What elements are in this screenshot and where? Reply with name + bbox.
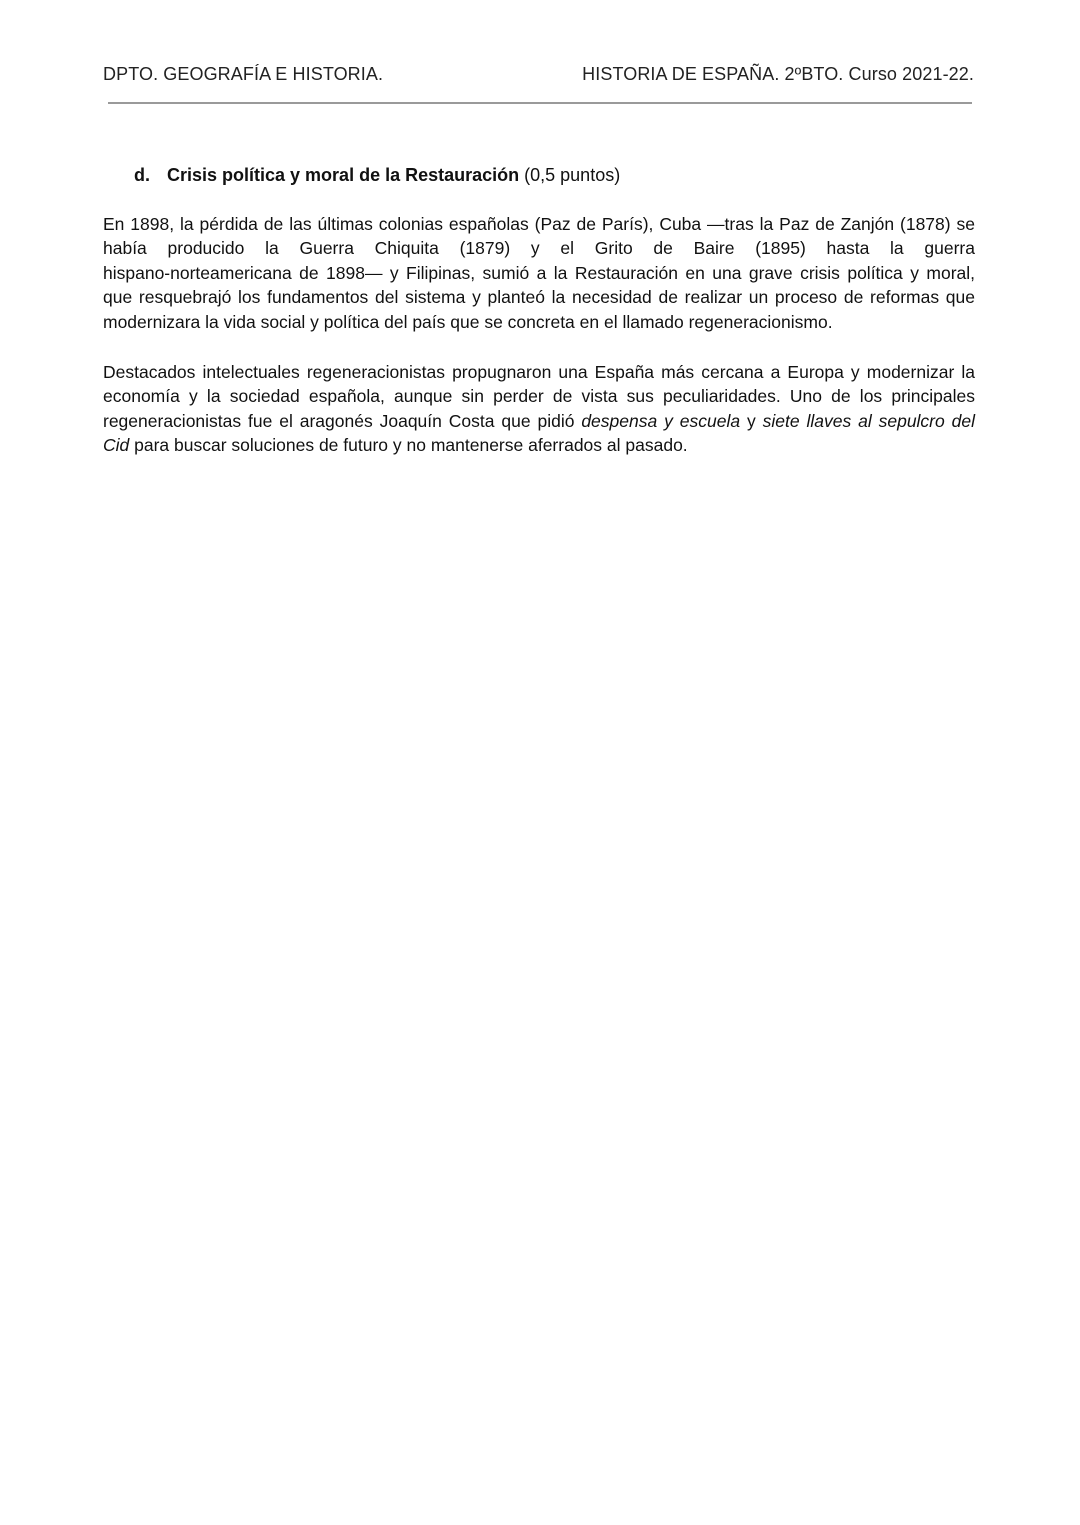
header-course: HISTORIA DE ESPAÑA. 2ºBTO. Curso 2021-22. (582, 64, 974, 84)
paragraph-1-line: modernizara la vida social y política del país que se concreta en el llamado regeneracionismo. (103, 311, 833, 332)
paragraph-2-text: regeneracionistas fue el aragonés Joaquín Costa que pidió (103, 410, 582, 431)
paragraph-1-line: En 1898, la pérdida de las últimas colonias españolas (Paz de París), Cuba —tras la Paz de Zanjón (1878) se (103, 214, 975, 234)
section-points: (0,5 puntos) (524, 165, 621, 185)
section-heading (134, 165, 620, 186)
paragraph-2-line: Destacados intelectuales regeneracionistas propugnaron una España más cercana a Europa y modernizar la (103, 362, 975, 382)
page-header (103, 64, 974, 85)
section-letter: d. (134, 165, 150, 185)
quote-siete-llaves: siete llaves al sepulcro del (762, 410, 975, 431)
paragraph-1 (103, 212, 975, 334)
paragraph-2 (103, 360, 975, 458)
header-divider (108, 102, 972, 104)
paragraph-1-line: que resquebrajó los fundamentos del sistema y planteó la necesidad de realizar un proceso de reformas que (103, 287, 975, 308)
section-title: Crisis política y moral de la Restauración (167, 165, 520, 185)
paragraph-2-line: economía y la sociedad española, aunque sin perder de vista sus peculiaridades. Uno de los principales (103, 386, 975, 407)
paragraph-2-line (103, 409, 975, 433)
paragraph-1-line: hispano-norteamericana de 1898— y Filipinas, sumió a la Restauración en una grave crisis política y moral, (103, 262, 975, 283)
paragraph-1-line: había producido la Guerra Chiquita (1879) y el Grito de Baire (1895) hasta la guerra (103, 238, 975, 259)
paragraph-2-line (103, 433, 975, 457)
quote-cid: Cid (103, 435, 130, 456)
paragraph-2-text: y (740, 410, 763, 431)
header-department: DPTO. GEOGRAFÍA E HISTORIA. (103, 64, 384, 84)
quote-despensa-y-escuela: despensa y escuela (581, 410, 741, 431)
paragraph-2-text: para buscar soluciones de futuro y no mantenerse aferrados al pasado. (129, 435, 688, 456)
